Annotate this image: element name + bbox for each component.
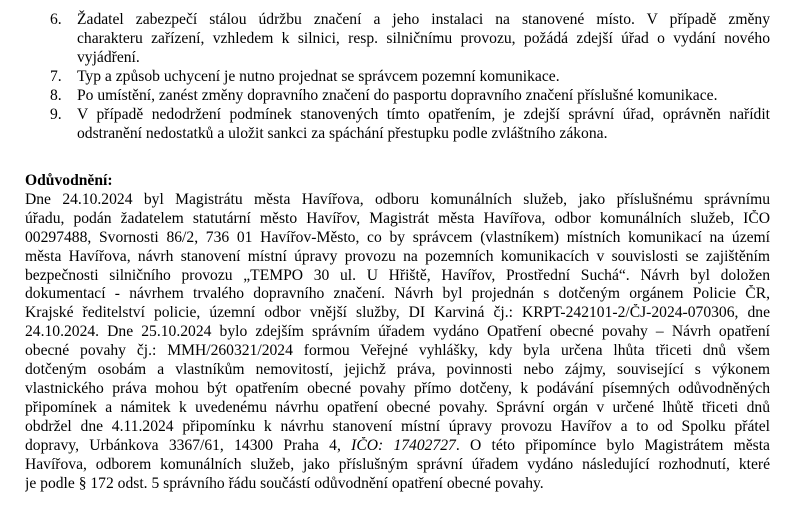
list-item-text: vyjádření. [77, 49, 140, 66]
list-item [50, 67, 770, 86]
paragraph-line: vlastnického práva mohou být opatřením obecné povahy přímo dotčeny, k podávání písemných odůvodněných [25, 379, 770, 397]
reasoning-section [25, 172, 770, 493]
line-text: dopravy, Urbánkova 3367/61, 14300 Praha 4, [25, 436, 352, 454]
list-item-text: charakteru zařízení, vzhledem k silnici, resp. silničnímu provozu, požádá zdejší úřad o vydání nového [77, 30, 770, 47]
paragraph-line: 00297488, Svornosti 86/2, 736 01 Havířov-Město, co by správcem (vlastníkem) místních komunikací na území [25, 228, 770, 246]
paragraph-line: obdržel dne 4.11.2024 připomínku k návrhu stanovení místní úpravy provozu Havířov a to od Spolku přátel [25, 417, 770, 435]
list-item-text: Po umístění, zanést změny dopravního značení do pasportu dopravního značení příslušné komunikace. [77, 87, 718, 104]
reasoning-heading: Odůvodnění: [25, 172, 113, 189]
paragraph-line: úřadu, podán žadatelem statutární město Havířov, Magistrát města Havířova, odbor komunálních služeb, IČO [25, 209, 770, 227]
paragraph-line: Krajské ředitelství policie, územní odbor vnější služby, DI Karviná čj.: KRPT-242101-2/ČJ-2024-070306, dne [25, 304, 770, 322]
paragraph-line: města Havířova, návrh stanovení místní úpravy provozu na pozemních komunikacích v souvislosti se zajištěním [25, 247, 770, 265]
list-item-number: 7. [50, 68, 62, 85]
list-item-number: 8. [50, 87, 62, 104]
list-item [50, 86, 770, 105]
paragraph-line: 24.10.2024. Dne 25.10.2024 bylo zdejším správním úřadem vydáno Opatření obecné povahy – Návrh opatření [25, 323, 770, 341]
list-item [50, 105, 770, 143]
list-item-number: 6. [50, 11, 62, 28]
paragraph-line [25, 437, 770, 456]
paragraph-line: dotčeným osobám a vlastníkům nemovitostí, jejichž práva, povinnosti nebo zájmy, související s výkonem [25, 361, 770, 379]
list-item-text: odstranění nedostatků a uložit sankci za spáchání přestupku podle zvláštního zákona. [77, 125, 608, 142]
paragraph-line: připomínek a námitek k uvedenému návrhu opatření obecné povahy. Správní orgán v určené lhůtě třiceti dnů [25, 398, 770, 416]
paragraph-line: dokumentací - návrhem trvalého dopravního značení. Návrh byl projednán s dotčeným orgánem Policie ČR, [25, 285, 770, 303]
paragraph-line: Dne 24.10.2024 byl Magistrátu města Havířova, odboru komunálních služeb, jako příslušnému správnímu [25, 190, 770, 208]
list-item-text: V případě nedodržení podmínek stanovených tímto opatřením, je zdejší správní úřad, oprávněn nařídit [77, 106, 770, 123]
paragraph-line: Havířova, odborem komunálních služeb, jako příslušným správní úřadem vydáno následující rozhodnutí, které [25, 455, 770, 473]
conditions-list [50, 10, 770, 143]
paragraph-line: obecné povahy čj.: MMH/260321/2024 formou Veřejné vyhlášky, kdy byla určena lhůta třiceti dnů všem [25, 342, 770, 360]
ico-italic: IČO: 17402727 [351, 436, 456, 454]
list-item-text: Typ a způsob uchycení je nutno projednat se správcem pozemní komunikace. [77, 68, 560, 85]
list-item-number: 9. [50, 106, 62, 123]
paragraph-line: bezpečnosti silničního provozu „TEMPO 30 ul. U Hřiště, Havířov, Prostřední Suchá“. Návrh byl doložen [25, 266, 770, 284]
paragraph-line: je podle § 172 odst. 5 správního řádu součástí odůvodnění opatření obecné povahy. [25, 474, 544, 492]
line-text: . O této připomínce bylo Magistrátem města [455, 436, 770, 454]
list-item [50, 10, 770, 67]
list-item-text: Žadatel zabezpečí stálou údržbu značení a jeho instalaci na stanovené místo. V případě změny [77, 11, 770, 28]
